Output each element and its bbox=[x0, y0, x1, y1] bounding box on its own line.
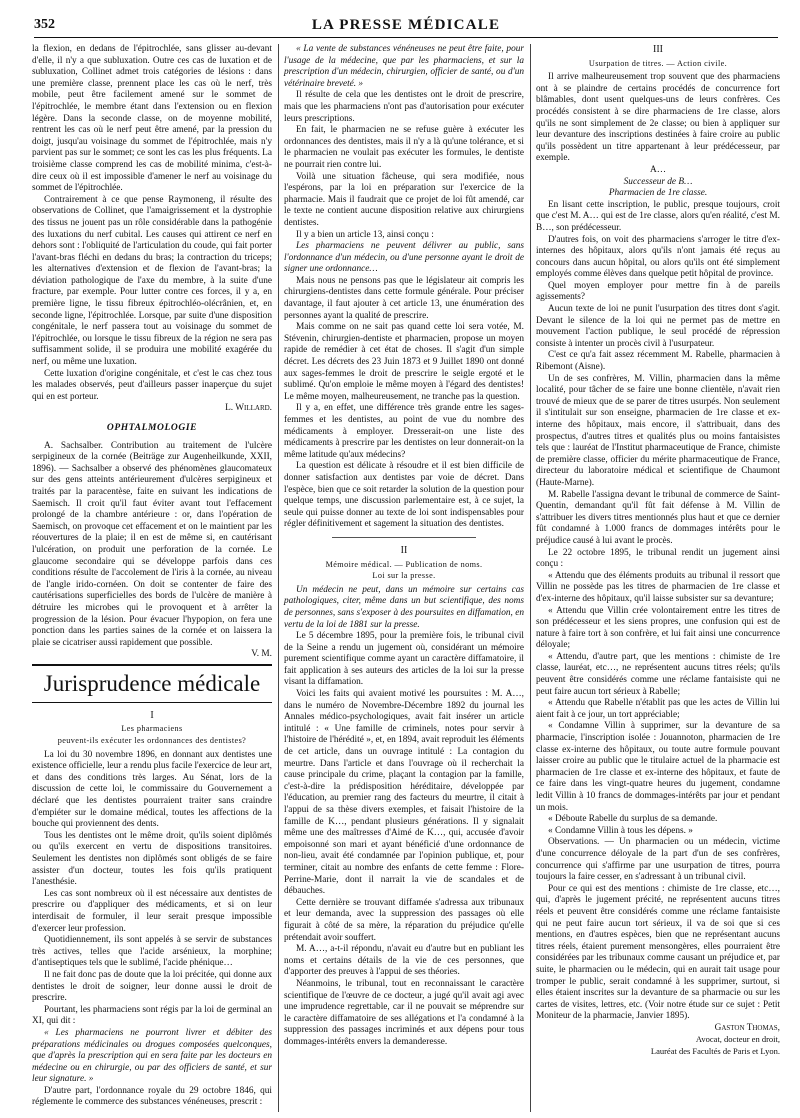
paragraph: Le 5 décembre 1895, pour la première fois, le tribunal civil de la Seine a rendu un jugement où, considérant un mémoire purement scientifique comme ayant un caractère diffamatoire, il fait application à ses auteurs des articles de la loi sur la presse visant la diffamation. bbox=[284, 631, 524, 688]
author-signature: Gaston Thomas, bbox=[714, 1022, 780, 1033]
paragraph: Mais nous ne pensons pas que le législateur ait compris les chirurgiens-dentistes dans cette formule générale. Pour préciser davantage, il faut ajouter à cet article 13, une énumération des personnes ayant la qualité de prescrire. bbox=[284, 275, 524, 321]
article-heading: Les pharmaciens bbox=[121, 724, 183, 734]
paragraph: Cette luxation d'origine congénitale, et c'est le cas chez tous les malades observés, peut d'ailleurs passer inaperçue du sujet qui en est porteur. bbox=[32, 368, 272, 402]
section-heading: OPHTALMOLOGIE bbox=[106, 423, 198, 433]
article-subheading: peuvent-ils exécuter les ordonnances des dentistes? bbox=[57, 736, 247, 746]
paragraph: Contrairement à ce que pense Raymoneng, il résulte des observations de Collinet, que l'amaigrissement et la dystrophie des tissus ne jouent pas un rôle considérable dans la pathogénie des luxations du nerf cubital. Les causes qui attirent ce nerf en dehors sont : l'obliquité de l'articulation du coude, qui fait porter l'avant-bras fléchi en dedans du bras; la contraction du triceps; les alternatives d'extension et de flexion de l'avant-bras; la déviation pathologique de l'axe du membre, à la suite d'une fracture, par exemple. Pour lutter contre ces forces, il y a, en première ligne, le tissu fibreux épitrochléo-olécrânien, et, en seconde ligne, l'épitrochlée. Lorsque, par suite d'une disposition congénitale, le nerf passera tout au voisinage du sommet de l'épitrochlée, ou lorsque le tissu fibreux de la région ne sera pas suffisamment solide, il se produira une mobilité exagérée du nerf, ou même une luxation. bbox=[32, 194, 272, 368]
journal-title: LA PRESSE MÉDICALE bbox=[311, 17, 501, 33]
paragraph: En fait, le pharmacien ne se refuse guère à exécuter les ordonnances des dentistes, mais il n'y a là qu'une tolérance, et si le pharmacien ne voulait pas exécuter les formules, le dentiste ne pourrait rien contre lui. bbox=[284, 125, 524, 170]
section-title: Jurisprudence médicale bbox=[32, 664, 272, 703]
paragraph: C'est ce qu'a fait assez récemment M. Rabelle, pharmacien à Ribemont (Aisne). bbox=[536, 350, 780, 373]
paragraph: M. A…, a-t-il répondu, n'avait eu d'autre but en publiant les noms et certains détails de la vie de ces personnes, que d'apporter des preuves à l'appui de ses théories. bbox=[284, 944, 524, 978]
article-subheading: Loi sur la presse. bbox=[372, 571, 436, 581]
paragraph: Tous les dentistes ont le même droit, qu'ils soient diplômés ou qu'ils exercent en vertu de dispositions transitoires. Seulement les dentistes non diplômés sont obligés de se faire assister d'un docteur, toutes les fois qu'ils pratiquent l'anesthésie. bbox=[32, 830, 272, 888]
paragraph: Cette dernière se trouvant diffamée s'adressa aux tribunaux et leur demanda, avec la suppression des passages où elle figurait à côté de sa mère, la réparation du préjudice qu'elle prétendait avoir souffert. bbox=[284, 897, 524, 943]
paragraph: Quel moyen employer pour mettre fin à de pareils agissements? bbox=[536, 280, 780, 303]
article-number: II bbox=[400, 544, 408, 556]
page-number: 352 bbox=[34, 17, 55, 32]
judgment-clause: « Attendu que Villin crée volontairement entre les titres de son prédécesseur et les siens propres, une confusion qui est de nature à faire tort à son confrère, et lui fait ainsi une concurrence déloyale; bbox=[536, 605, 780, 651]
paragraph: Il arrive malheureusement trop souvent que des pharmaciens ont à se plaindre de certains procédés de concurrence fort blâmables, dont usent quelques-uns de leurs confrères. Ces procédés consistent à se dire pharmaciens de 1re classe, alors qu'ils ne sont simplement de 2e classe; ou bien à appliquer sur leur devanture des inscriptions destinées à faire croire au public qu'ils possèdent un titre appartenant à leur prédécesseur, par exemple. bbox=[536, 72, 780, 164]
judgment-clause: « Attendu que Rabelle n'établit pas que les actes de Villin lui aient fait à ce jour, un tort appréciable; bbox=[536, 698, 780, 720]
column-1 bbox=[32, 44, 272, 1112]
column-3 bbox=[536, 44, 780, 1112]
shop-inscription: A… bbox=[649, 164, 666, 175]
article-number: I bbox=[150, 709, 154, 721]
author-credential: Lauréat des Facultés de Paris et Lyon. bbox=[650, 1046, 780, 1057]
paragraph: La loi du 30 novembre 1896, en donnant aux dentistes une existence officielle, leur a rendu plus facile l'exercice de leur art, et dans des conditions très larges. Au Sénat, lors de la discussion de cette loi, le commissaire du Gouvernement a déclaré que les dentistes pourraient traiter sans craindre d'empiéter sur le domaine médical, toutes les affections de la bouche qui proviennent des dents. bbox=[32, 749, 272, 830]
paragraph: M. Rabelle l'assigna devant le tribunal de commerce de Saint-Quentin, demandant qu'il fût fait défense à M. Villin de s'attribuer les divers titres mentionnés plus haut et que ce dernier fût condamné à 1.000 francs de dommages intérêts pour le préjudice causé à lui avant le procès. bbox=[536, 489, 780, 546]
paragraph: Un de ses confrères, M. Villin, pharmacien dans la même localité, pour tâcher de se faire une bonne clientèle, n'avait rien trouvé de mieux que de se parer de titres usurpés. Non seulement il s'intitulait sur son enseigne, pharmacien de 1re classe et ex-interne des hôpitaux, mais encore, il s'attribuait, dans des prospectus, d'autres titres et qualités plus ou moins fantaisistes tels que : lauréat de l'Institut pharmaceutique de France, chimiste de première classe, officier du mérite pharmaceutique de France, directeur du laboratoire médical et scientifique de Chaumont (Haute-Marne). bbox=[536, 373, 780, 488]
paragraph: En lisant cette inscription, le public, presque toujours, croit que c'est M. A… qui est de 1re classe, alors qu'en réalité, c'est M. B…, son prédécesseur. bbox=[536, 199, 780, 233]
paragraph: Le 22 octobre 1895, le tribunal rendit un jugement ainsi conçu : bbox=[536, 547, 780, 570]
judgment-clause: « Déboute Rabelle du surplus de sa demande. bbox=[548, 814, 718, 825]
judgment-clause: « Attendu, d'autre part, que les mentions : chimiste de 1re classe, lauréat, etc…, ne représentent aucuns titres réels; qu'ils peuvent être considérés comme une réclame fantaisiste qui ne peut faire aucun tort sérieux à Rabelle; bbox=[536, 651, 780, 697]
paragraph: Il ne fait donc pas de doute que la loi précitée, qui donne aux dentistes le droit de soigner, leur donne aussi le droit de prescrire. bbox=[32, 969, 272, 1004]
article-number: III bbox=[653, 44, 663, 55]
separator-rule bbox=[332, 537, 476, 538]
author-signature: V. M. bbox=[251, 649, 272, 660]
paragraph: D'autres fois, on voit des pharmaciens s'arroger le titre d'ex-internes des hôpitaux, alors qu'ils n'ont jamais été reçus au concours dans aucun hôpital, ou alors qu'ils ont été simplement employés comme élèves dans quelque petit hôpital de province. bbox=[536, 234, 780, 280]
law-quote: Les pharmaciens ne peuvent délivrer au public, sans l'ordonnance d'un médecin, ou d'une personne ayant le droit de signer une ordonnance… bbox=[284, 241, 524, 275]
column-2 bbox=[284, 44, 524, 1112]
abstract-paragraph: A. Sachsalber. Contribution au traitement de l'ulcère serpigineux de la cornée (Beiträge zur Augenheilkunde, XXII, 1896). — Sachsalber a observé des phénomènes glaucomateux sur des gens atteints antérieurement d'ulcères serpigineux et traités par la paracentèse, faite en suivant les indications de Saemisch. Il croit qu'il faut éviter avant tout l'effacement prolongé de la chambre antérieure : or, dans l'opération de Saemisch, on provoque cet effacement et on le maintient par les réouvertures de la plaie; il en est de même si, en cautérisant l'ulcération, on produit une perforation de la cornée. Le glaucome secondaire qui se développe parfois dans ces conditions résulte de l'accolement de l'iris à la cornée, au niveau de l'angle irido-cornéen. On doit se contenter de faire des cautérisations superficielles des bords de l'ulcère de manière à détruire les microbes qui le provoquent et à arrêter la progression de la lésion. Pour évacuer l'hypopion, on fera une ponction dans les parties saines de la cornée et on laissera la plaie se cicatriser aussi rapidement que possible. bbox=[32, 440, 272, 648]
article-heading: Usurpation de titres. — Action civile. bbox=[588, 58, 728, 68]
paragraph: La question est délicate à résoudre et il est bien difficile de donner satisfaction aux dentistes par voie de décret. Dans l'espèce, bien que ce soit retarder la solution de la question pour quelque temps, une discussion parlementaire est, à ce sujet, la seule qui puisse donner au texte de loi sont indispensables pour régler définitivement et sagement la situation des dentistes. bbox=[284, 461, 524, 530]
judgment-clause: « Attendu que des éléments produits au tribunal il ressort que Villin ne possède pas les titres de pharmacien de 1re classe et d'ex-interne des hôpitaux, qu'il laisse subsister sur sa devanture; bbox=[536, 570, 780, 604]
judgment-clause: « Condamne Villin à tous les dépens. » bbox=[548, 825, 693, 836]
paragraph: Pour ce qui est des mentions : chimiste de 1re classe, etc…, qui, d'après le jugement précité, ne représentent aucuns titres réels et peuvent être considérés comme une réclame fantaisiste qui ne peut faire aucun tort sérieux, il va de soi que si ces mentions, en d'autres espèces, bien que ne représentant aucuns titres réels, étaient purement mensongères, elles pourraient être considérées par les tribunaux comme causant un préjudice et, par suite, le pharmacien ou le médecin, qui en aurait tait usage pour tromper le public, serait condamné à les supprimer, surtout, si elles étaient inscrites sur la devanture de sa pharmacie ou sur les cartes de visites, lettres, etc. (Voir notre étude sur ce sujet : Petit Moniteur de la pharmacie, Janvier 1895). bbox=[536, 883, 780, 1022]
shop-inscription: Successeur de B… bbox=[623, 176, 693, 187]
law-quote: « La vente de substances vénéneuses ne peut être faite, pour l'usage de la médecine, que par les pharmaciens, et sur la prescription d'un médecin, chirurgien, officier de santé, ou d'un vétérinaire breveté. » bbox=[284, 44, 524, 89]
paragraph: Aucun texte de loi ne punit l'usurpation des titres dont s'agit. Devant le silence de la loi qui ne permet pas de mettre en mouvement l'action publique, le seul procédé de répression consiste à intenter un procès civil à l'usurpateur. bbox=[536, 304, 780, 349]
paragraph: Mais comme on ne sait pas quand cette loi sera votée, M. Stévenin, chirurgien-dentiste et pharmacien, propose un moyen rapide de remédier à cet état de choses. Il s'agit d'un simple décret. Les décrets des 23 Juin 1873 et 9 Juillet 1890 ont donné aux sages-femmes le droit de prescrire le seigle ergoté et le sublimé. Qu'on emploie le même moyen à l'égard des dentistes! Le même moyen, malheureusement, ne tranche pas la question. bbox=[284, 322, 524, 402]
author-credential: Avocat, docteur en droit, bbox=[695, 1034, 780, 1045]
paragraph: D'autre part, l'ordonnance royale du 29 octobre 1846, qui réglemente le commerce des substances vénéneuses, prescrit : bbox=[32, 1085, 272, 1108]
paragraph: Il résulte de cela que les dentistes ont le droit de prescrire, mais que les pharmaciens n'ont pas d'autorisation pour exécuter leurs prescriptions. bbox=[284, 90, 524, 124]
article-lead: Un médecin ne peut, dans un mémoire sur certains cas pathologiques, citer, même dans un but scientifique, des noms de personnes, sans s'exposer à des poursuites en diffamation, en vertu de la loi de 1881 sur la presse. bbox=[284, 584, 524, 630]
article-heading: Mémoire médical. — Publication de noms. bbox=[325, 559, 483, 569]
paragraph: Observations. — Un pharmacien ou un médecin, victime d'une concurrence déloyale de la part d'un de ses confrères, concurrence qui s'affirme par une usurpation de titres, pourra toujours la faire cesser, en s'adressant à un tribunal civil. bbox=[536, 837, 780, 883]
law-quote: « Les pharmaciens ne pourront livrer et débiter des préparations médicinales ou drogues composées quelconques, que d'après la prescription qui en sera faite par les docteurs en médecine ou en chirurgie, ou par des officiers de santé, et sur leur signature. » bbox=[32, 1027, 272, 1085]
judgment-clause: « Condamne Villin à supprimer, sur la devanture de sa pharmacie, l'inscription isolée : Jouannoton, pharmacien de 1re classe ex-interne des hôpitaux, ou toute autre formule pouvant laisser croire au public que le titulaire actuel de la pharmacie est pharmacien de 1re classe et ex-interne des hôpitaux, et faute de ce faire dans les vingt-quatre heures du jugement, condamne ledit Villin à 10 francs de dommages-intérêts par jour et pendant un mois. bbox=[536, 721, 780, 813]
paragraph: Voilà une situation fâcheuse, qui sera modifiée, nous l'espérons, par la loi en préparation sur l'exercice de la pharmacie. Mais il faudrait que ce projet de loi fût amendé, car le texte ne contient aucune disposition relative aux chirurgiens dentistes. bbox=[284, 171, 524, 228]
paragraph: Il y a bien un article 13, ainsi conçu : bbox=[296, 229, 434, 240]
paragraph: Quotidiennement, ils sont appelés à se servir de substances très actives, telles que l'acide arsénieux, la morphine; d'antiseptiques tels que le sublimé, l'acide phénique… bbox=[32, 935, 272, 969]
column-divider bbox=[278, 44, 279, 1112]
paragraph: Voici les faits qui avaient motivé les poursuites : M. A…, dans le numéro de Novembre-Décembre 1892 du journal les Annales médico-psychologiques, avait fait insérer un article intitulé : « Une famille de criminels, notes pour servir à l'histoire de l'hérédité », et, en 1894, avait reproduit les éléments de cet article, dans un ouvrage intitulé : La contagion du meurtre. Dans l'article et dans l'ouvrage où il recherchait la cause principale du crime, plaçant la contagion par la famille, c'est-à-dire la prédisposition héréditaire, développée par l'éducation, au premier rang des facteurs du meurtre, il citait à l'appui de sa thèse divers exemples, et faisait l'histoire de la famille de K…, pendant plusieurs générations. Il y signalait même une des maîtresses d'Aimé de K…, qui, accusée d'avoir empoisonné son mari et ayant bénéficié d'une ordonnance de non-lieu, avait été condamnée par l'opinion publique, et, pour terminer, citait au nombre des enfants de cette femme : Flore-Perrine-Marie, dont il narrait la vie de scandales et de débauches. bbox=[284, 689, 524, 897]
shop-inscription: Pharmacien de 1re classe. bbox=[608, 188, 708, 199]
paragraph: Pourtant, les pharmaciens sont régis par la loi de germinal an XI, qui dit : bbox=[32, 1004, 272, 1027]
page-header bbox=[34, 17, 778, 38]
paragraph: Néanmoins, le tribunal, tout en reconnaissant le caractère scientifique de l'œuvre de ce docteur, a jugé qu'il avait agi avec une imprudence regrettable, car il ne pouvait se méprendre sur le caractère diffamatoire de ses allégations et l'a condamné à la suppression des passages incriminés et aux dépens pour tous dommages-intérêts envers la demanderesse. bbox=[284, 978, 524, 1047]
paragraph: la flexion, en dedans de l'épitrochlée, sans glisser au-devant d'elle, il n'y a que subluxation. Outre ces cas de luxation et de subluxation, Collinet admet trois catégories de lésions : dans une première classe, prennent place les cas où le nerf, très mobile, peut être facilement amené sur le sommet de l'épitrochlée, le membre étant dans l'extension ou en flexion légère. Dans la seconde classe, on de moyenne mobilité, rentrent les cas où le nerf peut être amené, par la pression du doigt, jusqu'au voisinage du sommet de l'épitrochlée, mais n'y parvient pas sur le sommet; ce sont les cas les plus fréquents. La troisième classe comprend les cas de mobilité minima, c'est-à-dire ceux où il est impossible d'amener le nerf au voisinage du sommet de l'épitrochlée. bbox=[32, 44, 272, 194]
column-divider bbox=[530, 44, 531, 1112]
author-signature: L. Willard. bbox=[225, 403, 272, 414]
paragraph: Les cas sont nombreux où il est nécessaire aux dentistes de prescrire ou d'appliquer des médicaments, et si on leur interdisait de formuler, il leur serait presque impossible d'exercer leur profession. bbox=[32, 888, 272, 934]
paragraph: Il y a, en effet, une différence très grande entre les sages-femmes et les dentistes, au point de vue du nombre des médicaments à employer. Dresserait-on une liste des médicaments à prescrire par les dentistes on leur donnerait-on la même latitude qu'aux médecins? bbox=[284, 403, 524, 460]
